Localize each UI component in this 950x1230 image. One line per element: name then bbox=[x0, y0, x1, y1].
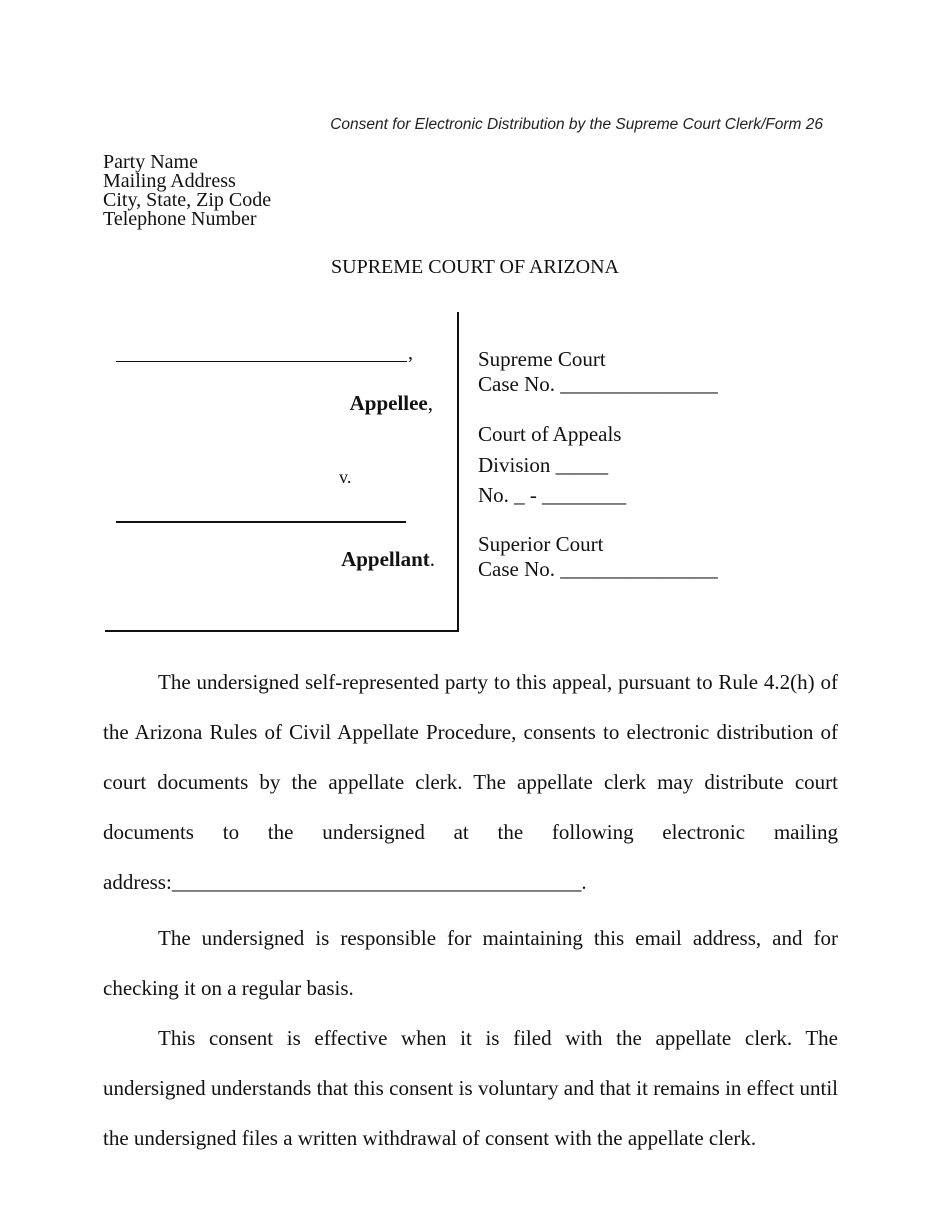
party-name-line: Party Name bbox=[103, 151, 198, 173]
consent-paragraph-2: The undersigned is responsible for maintaining this email address, and for checking it on a regular basis. bbox=[103, 926, 838, 1000]
division-number: Division _____ bbox=[478, 453, 609, 477]
court-of-appeals-label: Court of Appeals bbox=[478, 422, 622, 446]
appellee-label bbox=[350, 391, 433, 416]
consent-paragraph-3: This consent is effective when it is filed with the appellate clerk. The undersigned understands that this consent is voluntary and that it remains in effect until the undersigned files a written withdrawal of consent with the appellate clerk. bbox=[103, 1026, 838, 1150]
supreme-court-label: Supreme Court bbox=[478, 347, 606, 371]
appellant-label-text: Appellant bbox=[341, 547, 430, 571]
telephone-line: Telephone Number bbox=[103, 208, 257, 230]
city-state-zip-line: City, State, Zip Code bbox=[103, 189, 272, 211]
appellee-label-text: Appellee bbox=[349, 391, 428, 415]
caption-divider-bottom bbox=[105, 630, 459, 632]
appellant-name-blank bbox=[116, 521, 406, 523]
court-title: SUPREME COURT OF ARIZONA bbox=[331, 256, 619, 278]
appeals-number: No. _ - ________ bbox=[478, 483, 627, 507]
appellee-punct: , bbox=[427, 391, 433, 415]
supreme-case-number: Case No. _______________ bbox=[478, 372, 718, 396]
appellant-label bbox=[341, 547, 435, 572]
consent-paragraph-1: The undersigned self-represented party to this appeal, pursuant to Rule 4.2(h) of the Arizona Rules of Civil Appellate Procedure, consents to electronic distribution of court documents by the appellate clerk. The appellate clerk may distribute court documents to the undersigned at the following electronic mailing address:_______________________________________. bbox=[103, 670, 838, 894]
party-info-block bbox=[103, 153, 271, 229]
appellee-name-blank bbox=[116, 361, 407, 362]
appellant-punct: . bbox=[429, 547, 435, 571]
caption-divider-vertical bbox=[457, 312, 459, 632]
versus-label: v. bbox=[339, 467, 352, 487]
appellee-comma: , bbox=[408, 342, 413, 364]
superior-court-label: Superior Court bbox=[478, 532, 604, 556]
form-header: Consent for Electronic Distribution by the Supreme Court Clerk/Form 26 bbox=[330, 116, 823, 133]
superior-case-number: Case No. _______________ bbox=[478, 557, 718, 581]
mailing-address-line: Mailing Address bbox=[103, 170, 236, 192]
